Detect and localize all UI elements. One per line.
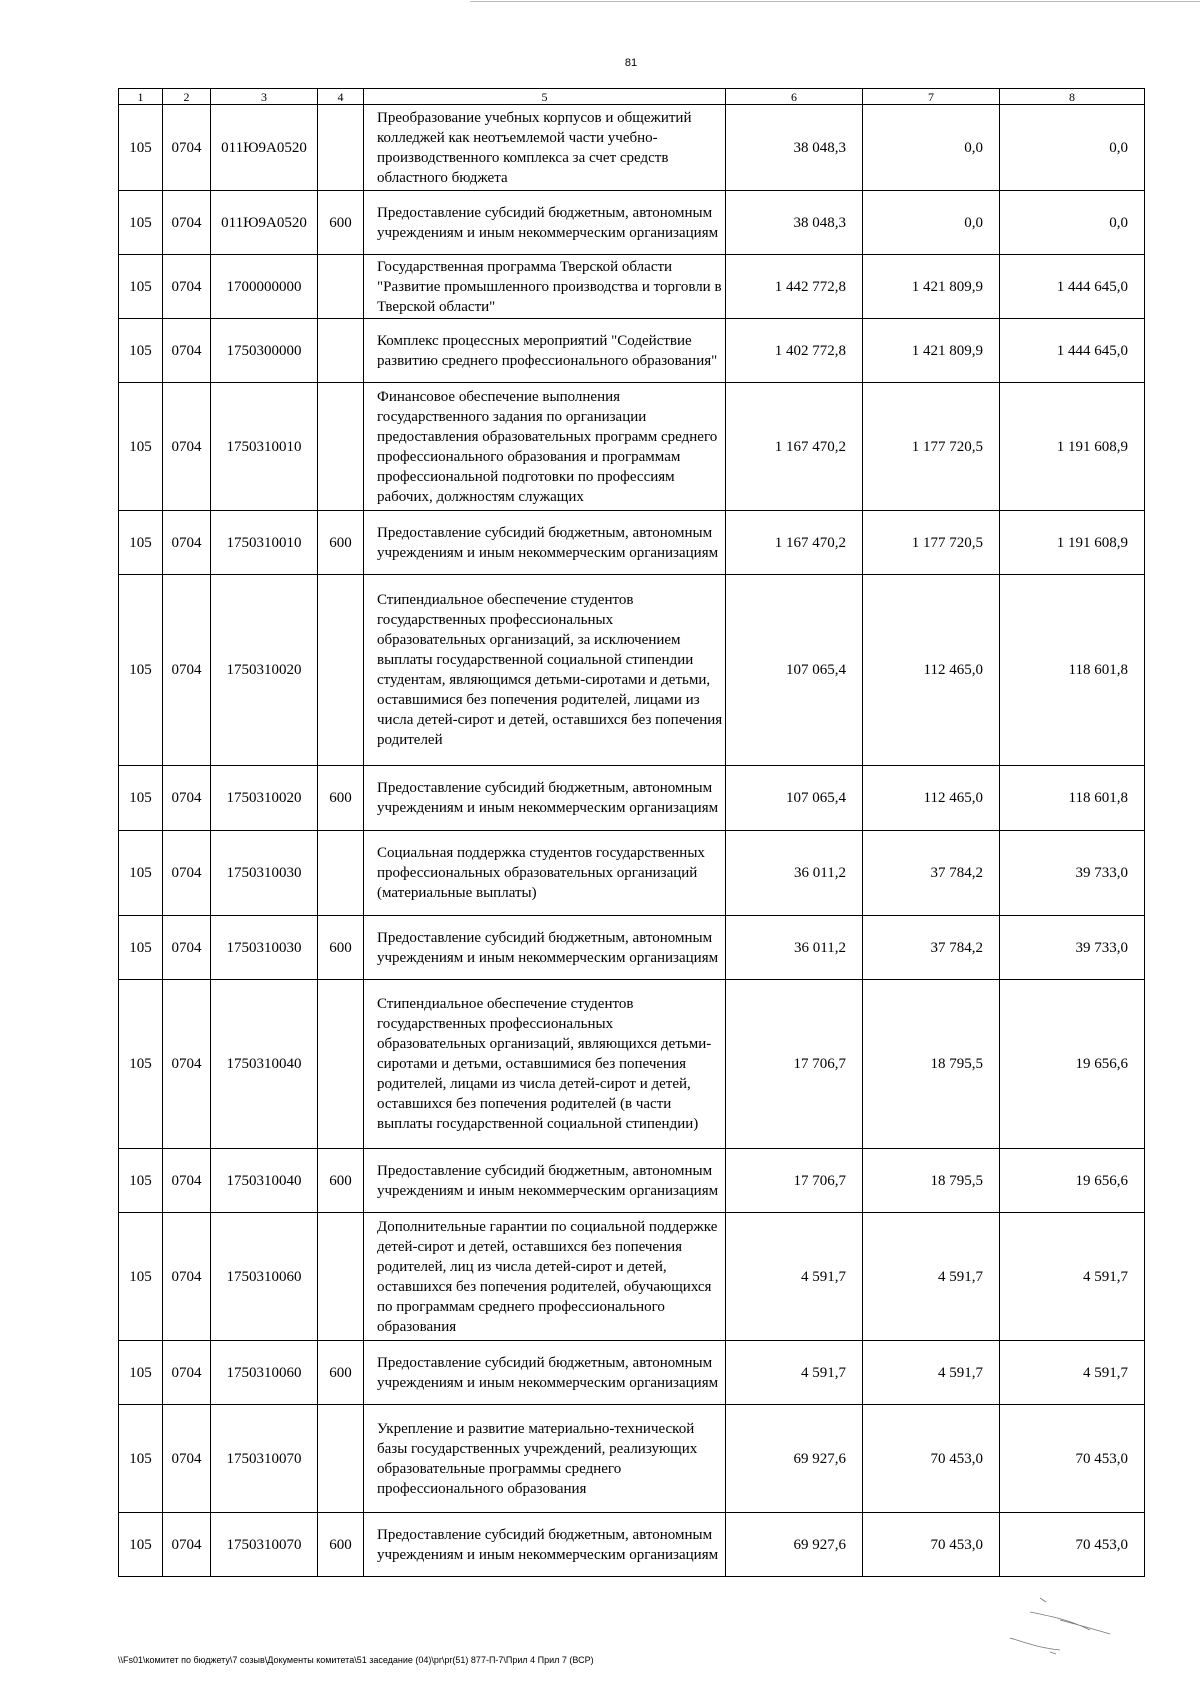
cell-subsection-code: 0704	[163, 766, 211, 831]
page-number: 81	[624, 57, 638, 69]
cell-amount-year1: 1 402 772,8	[726, 319, 863, 383]
cell-amount-year1: 107 065,4	[726, 575, 863, 766]
cell-section-code: 105	[119, 1213, 163, 1341]
cell-expense-type: 600	[318, 766, 364, 831]
cell-target-code: 1750310040	[211, 980, 318, 1149]
cell-amount-year2: 18 795,5	[863, 980, 1000, 1149]
cell-amount-year1: 36 011,2	[726, 916, 863, 980]
cell-amount-year3: 118 601,8	[1000, 766, 1145, 831]
cell-target-code: 1750310040	[211, 1149, 318, 1213]
cell-section-code: 105	[119, 766, 163, 831]
header-col-6: 6	[726, 89, 863, 105]
cell-expense-type: 600	[318, 191, 364, 255]
scan-edge-line	[470, 1, 1200, 2]
cell-target-code: 011Ю9А0520	[211, 191, 318, 255]
cell-amount-year3: 39 733,0	[1000, 916, 1145, 980]
cell-amount-year2: 37 784,2	[863, 916, 1000, 980]
cell-subsection-code: 0704	[163, 383, 211, 511]
cell-section-code: 105	[119, 511, 163, 575]
cell-amount-year3: 70 453,0	[1000, 1513, 1145, 1577]
cell-amount-year3: 70 453,0	[1000, 1405, 1145, 1513]
cell-amount-year2: 0,0	[863, 191, 1000, 255]
cell-subsection-code: 0704	[163, 575, 211, 766]
cell-amount-year1: 17 706,7	[726, 1149, 863, 1213]
cell-subsection-code: 0704	[163, 319, 211, 383]
table-row	[119, 255, 1145, 319]
cell-amount-year2: 4 591,7	[863, 1213, 1000, 1341]
cell-expense-type	[318, 1405, 364, 1513]
cell-amount-year1: 107 065,4	[726, 766, 863, 831]
cell-amount-year3: 0,0	[1000, 105, 1145, 191]
cell-description: Предоставление субсидий бюджетным, автономным учреждениям и иным некоммерческим организациям	[364, 1513, 726, 1577]
cell-description: Предоставление субсидий бюджетным, автономным учреждениям и иным некоммерческим организациям	[364, 1341, 726, 1405]
header-col-3: 3	[211, 89, 318, 105]
cell-amount-year3: 1 444 645,0	[1000, 255, 1145, 319]
cell-amount-year2: 1 421 809,9	[863, 319, 1000, 383]
cell-section-code: 105	[119, 319, 163, 383]
cell-description: Укрепление и развитие материально-технической базы государственных учреждений, реализующих образовательные программы среднего профессионального образования	[364, 1405, 726, 1513]
cell-expense-type	[318, 1213, 364, 1341]
cell-amount-year3: 118 601,8	[1000, 575, 1145, 766]
cell-section-code: 105	[119, 1341, 163, 1405]
table-row	[119, 575, 1145, 766]
cell-target-code: 1750310060	[211, 1213, 318, 1341]
table-row	[119, 105, 1145, 191]
header-col-7: 7	[863, 89, 1000, 105]
cell-amount-year1: 1 167 470,2	[726, 383, 863, 511]
cell-description: Преобразование учебных корпусов и общежитий колледжей как неотъемлемой части учебно-производственного комплекса за счет средств областного бюджета	[364, 105, 726, 191]
cell-amount-year1: 4 591,7	[726, 1213, 863, 1341]
cell-expense-type	[318, 255, 364, 319]
table-row	[119, 1513, 1145, 1577]
table-row	[119, 1341, 1145, 1405]
cell-description: Государственная программа Тверской области "Развитие промышленного производства и торговли в Тверской области"	[364, 255, 726, 319]
cell-section-code: 105	[119, 383, 163, 511]
cell-expense-type: 600	[318, 1513, 364, 1577]
header-col-8: 8	[1000, 89, 1145, 105]
table-row	[119, 511, 1145, 575]
cell-subsection-code: 0704	[163, 191, 211, 255]
cell-amount-year2: 70 453,0	[863, 1405, 1000, 1513]
cell-section-code: 105	[119, 1149, 163, 1213]
cell-description: Комплекс процессных мероприятий "Содействие развитию среднего профессионального образования"	[364, 319, 726, 383]
table-row	[119, 1213, 1145, 1341]
cell-expense-type	[318, 383, 364, 511]
cell-subsection-code: 0704	[163, 1405, 211, 1513]
cell-target-code: 1750310070	[211, 1513, 318, 1577]
cell-subsection-code: 0704	[163, 831, 211, 916]
cell-subsection-code: 0704	[163, 255, 211, 319]
cell-expense-type: 600	[318, 1149, 364, 1213]
cell-target-code: 011Ю9А0520	[211, 105, 318, 191]
cell-amount-year3: 39 733,0	[1000, 831, 1145, 916]
cell-subsection-code: 0704	[163, 1149, 211, 1213]
signature-mark	[1000, 1590, 1140, 1660]
cell-amount-year1: 1 167 470,2	[726, 511, 863, 575]
cell-description: Предоставление субсидий бюджетным, автономным учреждениям и иным некоммерческим организациям	[364, 1149, 726, 1213]
cell-expense-type: 600	[318, 1341, 364, 1405]
cell-amount-year1: 17 706,7	[726, 980, 863, 1149]
cell-amount-year3: 1 444 645,0	[1000, 319, 1145, 383]
cell-amount-year1: 4 591,7	[726, 1341, 863, 1405]
cell-amount-year2: 1 421 809,9	[863, 255, 1000, 319]
cell-section-code: 105	[119, 191, 163, 255]
cell-expense-type	[318, 319, 364, 383]
table-row	[119, 319, 1145, 383]
cell-description: Социальная поддержка студентов государственных профессиональных образовательных организаций (материальные выплаты)	[364, 831, 726, 916]
table-row	[119, 831, 1145, 916]
cell-amount-year1: 69 927,6	[726, 1513, 863, 1577]
cell-description: Предоставление субсидий бюджетным, автономным учреждениям и иным некоммерческим организациям	[364, 916, 726, 980]
cell-section-code: 105	[119, 1405, 163, 1513]
cell-description: Предоставление субсидий бюджетным, автономным учреждениям и иным некоммерческим организациям	[364, 511, 726, 575]
cell-amount-year2: 112 465,0	[863, 575, 1000, 766]
cell-expense-type	[318, 980, 364, 1149]
cell-amount-year1: 69 927,6	[726, 1405, 863, 1513]
table-row	[119, 191, 1145, 255]
cell-subsection-code: 0704	[163, 916, 211, 980]
cell-target-code: 1750310020	[211, 575, 318, 766]
cell-description: Предоставление субсидий бюджетным, автономным учреждениям и иным некоммерческим организациям	[364, 191, 726, 255]
table-body	[119, 105, 1145, 1577]
header-col-5: 5	[364, 89, 726, 105]
cell-amount-year2: 70 453,0	[863, 1513, 1000, 1577]
cell-description: Финансовое обеспечение выполнения государственного задания по организации предоставления образовательных программ среднего профессионального образования и программам профессиональной подготовки по профессиям рабочих, должностям служащих	[364, 383, 726, 511]
cell-amount-year2: 37 784,2	[863, 831, 1000, 916]
cell-amount-year3: 4 591,7	[1000, 1213, 1145, 1341]
cell-section-code: 105	[119, 916, 163, 980]
cell-amount-year3: 1 191 608,9	[1000, 383, 1145, 511]
cell-amount-year1: 38 048,3	[726, 105, 863, 191]
cell-subsection-code: 0704	[163, 1341, 211, 1405]
cell-target-code: 1750310020	[211, 766, 318, 831]
cell-amount-year1: 36 011,2	[726, 831, 863, 916]
cell-amount-year3: 1 191 608,9	[1000, 511, 1145, 575]
cell-target-code: 1750310070	[211, 1405, 318, 1513]
cell-amount-year3: 19 656,6	[1000, 980, 1145, 1149]
cell-target-code: 1700000000	[211, 255, 318, 319]
cell-amount-year2: 112 465,0	[863, 766, 1000, 831]
cell-description: Стипендиальное обеспечение студентов государственных профессиональных образовательных организаций, за исключением выплаты государственной социальной стипендии студентам, являющимся детьми-сиротами и детьми, оставшимися без попечения родителей, лицами из числа детей-сирот и детей, оставшихся без попечения родителей	[364, 575, 726, 766]
cell-amount-year2: 18 795,5	[863, 1149, 1000, 1213]
cell-target-code: 1750310010	[211, 383, 318, 511]
cell-expense-type	[318, 105, 364, 191]
cell-subsection-code: 0704	[163, 105, 211, 191]
cell-subsection-code: 0704	[163, 1213, 211, 1341]
cell-target-code: 1750310030	[211, 831, 318, 916]
cell-description: Стипендиальное обеспечение студентов государственных профессиональных образовательных организаций, являющихся детьми-сиротами и детьми, оставшимися без попечения родителей, лицами из числа детей-сирот и детей, оставшихся без попечения родителей (в части выплаты государственной социальной стипендии)	[364, 980, 726, 1149]
file-path-footer: \\Fs01\комитет по бюджету\7 созыв\Документы комитета\51 заседание (04)\pr\pr(51) 877-П-7\Прил 4 Прил 7 (ВСР)	[118, 1655, 594, 1665]
cell-expense-type: 600	[318, 511, 364, 575]
cell-target-code: 1750310030	[211, 916, 318, 980]
cell-amount-year2: 0,0	[863, 105, 1000, 191]
header-col-2: 2	[163, 89, 211, 105]
table-row	[119, 1149, 1145, 1213]
cell-expense-type	[318, 575, 364, 766]
cell-subsection-code: 0704	[163, 511, 211, 575]
header-col-1: 1	[119, 89, 163, 105]
cell-section-code: 105	[119, 831, 163, 916]
cell-target-code: 1750310010	[211, 511, 318, 575]
table-row	[119, 1405, 1145, 1513]
cell-section-code: 105	[119, 105, 163, 191]
cell-section-code: 105	[119, 255, 163, 319]
cell-amount-year3: 19 656,6	[1000, 1149, 1145, 1213]
cell-subsection-code: 0704	[163, 980, 211, 1149]
table-row	[119, 383, 1145, 511]
cell-expense-type: 600	[318, 916, 364, 980]
table-row	[119, 766, 1145, 831]
table-row	[119, 916, 1145, 980]
cell-section-code: 105	[119, 980, 163, 1149]
cell-amount-year1: 38 048,3	[726, 191, 863, 255]
cell-target-code: 1750310060	[211, 1341, 318, 1405]
cell-amount-year2: 1 177 720,5	[863, 511, 1000, 575]
cell-amount-year2: 1 177 720,5	[863, 383, 1000, 511]
cell-expense-type	[318, 831, 364, 916]
table-header-row	[119, 89, 1145, 105]
header-col-4: 4	[318, 89, 364, 105]
cell-target-code: 1750300000	[211, 319, 318, 383]
cell-description: Дополнительные гарантии по социальной поддержке детей-сирот и детей, оставшихся без попечения родителей, лиц из числа детей-сирот и детей, оставшихся без попечения родителей, обучающихся по программам среднего профессионального образования	[364, 1213, 726, 1341]
cell-section-code: 105	[119, 575, 163, 766]
cell-subsection-code: 0704	[163, 1513, 211, 1577]
table-row	[119, 980, 1145, 1149]
cell-amount-year3: 4 591,7	[1000, 1341, 1145, 1405]
budget-table	[118, 88, 1145, 1577]
cell-section-code: 105	[119, 1513, 163, 1577]
cell-amount-year1: 1 442 772,8	[726, 255, 863, 319]
cell-amount-year2: 4 591,7	[863, 1341, 1000, 1405]
cell-description: Предоставление субсидий бюджетным, автономным учреждениям и иным некоммерческим организациям	[364, 766, 726, 831]
cell-amount-year3: 0,0	[1000, 191, 1145, 255]
